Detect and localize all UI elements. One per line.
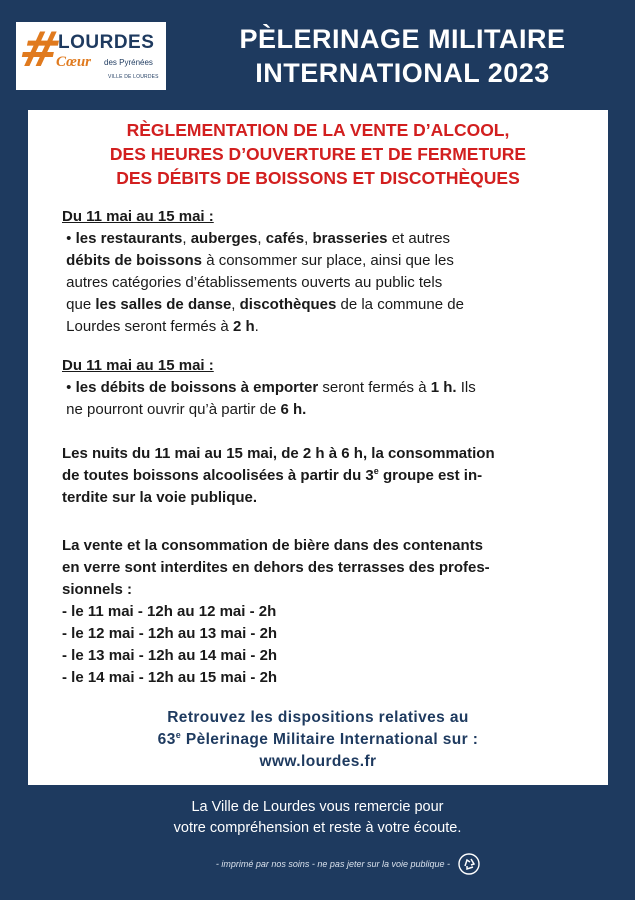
salles-text: les salles de danse <box>95 296 232 313</box>
lourdes-fermes-text: Lourdes seront fermés à <box>66 318 229 335</box>
comma: , <box>182 230 187 247</box>
logo-pyrenees: des Pyrénées <box>104 58 153 67</box>
logo-coeur: Cœur <box>56 54 92 70</box>
biere-line-2: en verre sont interdites en dehors des terrasses des profes- <box>62 559 490 576</box>
info-line-2b: Pèlerinage Militaire International sur : <box>181 731 479 748</box>
section-emporter <box>62 355 592 421</box>
opening-hour: 6 h. <box>280 401 307 418</box>
section1-date: Du 11 mai au 15 mai : <box>62 208 214 225</box>
superscript: e <box>175 729 182 740</box>
auberges-text: auberges <box>190 230 258 247</box>
info-line-1: Retrouvez les dispositions relatives au <box>167 709 469 726</box>
notice-card <box>28 110 608 785</box>
cafes-text: cafés <box>265 230 305 247</box>
nuits-line-2a: de toutes boissons alcoolisées à partir du 3 <box>62 467 374 484</box>
date-range-item: - le 12 mai - 12h au 13 mai - 2h <box>62 625 278 642</box>
nuits-line-1: Les nuits du 11 mai au 15 mai, de 2 h à 6 h, la consommation <box>62 445 495 462</box>
page-title <box>180 22 625 90</box>
heading-line-3: DES DÉBITS DE BOISSONS ET DISCOTHÈQUES <box>116 168 520 188</box>
superscript: e <box>373 466 379 476</box>
header <box>0 0 635 110</box>
ils-text: Ils <box>460 379 476 396</box>
biere-line-1: La vente et la consommation de bière dans des contenants <box>62 537 483 554</box>
recycle-icon <box>458 853 480 875</box>
discotheques-text: discothèques <box>239 296 337 313</box>
info-block <box>28 707 608 773</box>
pourront-text: ne pourront ouvrir qu’à partir de <box>66 401 277 418</box>
comma: , <box>257 230 262 247</box>
title-line-1: PÈLERINAGE MILITAIRE <box>239 24 566 54</box>
restaurants-text: les restaurants <box>75 230 183 247</box>
heading-line-1: RÈGLEMENTATION DE LA VENTE D’ALCOOL, <box>126 120 510 140</box>
comma: , <box>304 230 309 247</box>
commune-text: de la commune de <box>340 296 464 313</box>
date-range-item: - le 14 mai - 12h au 15 mai - 2h <box>62 669 278 686</box>
regulation-heading <box>28 118 608 190</box>
section-nuits <box>62 443 592 509</box>
thanks-message <box>0 797 635 839</box>
nuits-line-3: terdite sur la voie publique. <box>62 489 258 506</box>
date-range-item: - le 13 mai - 12h au 14 mai - 2h <box>62 647 278 664</box>
que-text: que <box>66 296 92 313</box>
brasseries-text: brasseries <box>312 230 388 247</box>
biere-line-3: sionnels : <box>62 581 133 598</box>
fermes-text: seront fermés à <box>322 379 427 396</box>
logo-ville: VILLE DE LOURDES <box>108 74 159 80</box>
closing-hour: 1 h. <box>430 379 457 396</box>
nuits-line-2b: groupe est in- <box>382 467 483 484</box>
date-range-item: - le 11 mai - 12h au 12 mai - 2h <box>62 603 277 620</box>
comma: , <box>231 296 236 313</box>
section2-date: Du 11 mai au 15 mai : <box>62 357 214 374</box>
period: . <box>254 318 259 335</box>
title-line-2: INTERNATIONAL 2023 <box>255 58 550 88</box>
logo-name: LOURDES <box>58 32 155 53</box>
info-line-2a: 63 <box>157 731 176 748</box>
thanks-line-1: La Ville de Lourdes vous remercie pour <box>191 799 444 815</box>
debits-emporter-text: les débits de boissons à emporter <box>75 379 319 396</box>
section-biere <box>62 535 592 689</box>
et-autres-text: et autres <box>391 230 451 247</box>
debits-text: débits de boissons <box>66 252 203 269</box>
consommer-text: à consommer sur place, ainsi que les <box>206 252 454 269</box>
heading-line-2: DES HEURES D’OUVERTURE ET DE FERMETURE <box>109 144 527 164</box>
printed-note: - imprimé par nos soins - ne pas jeter sur la voie publique - <box>215 859 450 869</box>
website-link[interactable]: www.lourdes.fr <box>259 753 377 770</box>
bullet: • <box>66 230 72 247</box>
thanks-line-2: votre compréhension et reste à votre écoute. <box>173 820 462 836</box>
autres-categories-text: autres catégories d’établissements ouverts au public tels <box>66 274 443 291</box>
bullet: • <box>66 379 72 396</box>
section-restaurants <box>62 206 592 338</box>
lourdes-logo <box>16 22 166 90</box>
logo-hash: # <box>14 22 67 78</box>
closing-hour: 2 h <box>232 318 255 335</box>
